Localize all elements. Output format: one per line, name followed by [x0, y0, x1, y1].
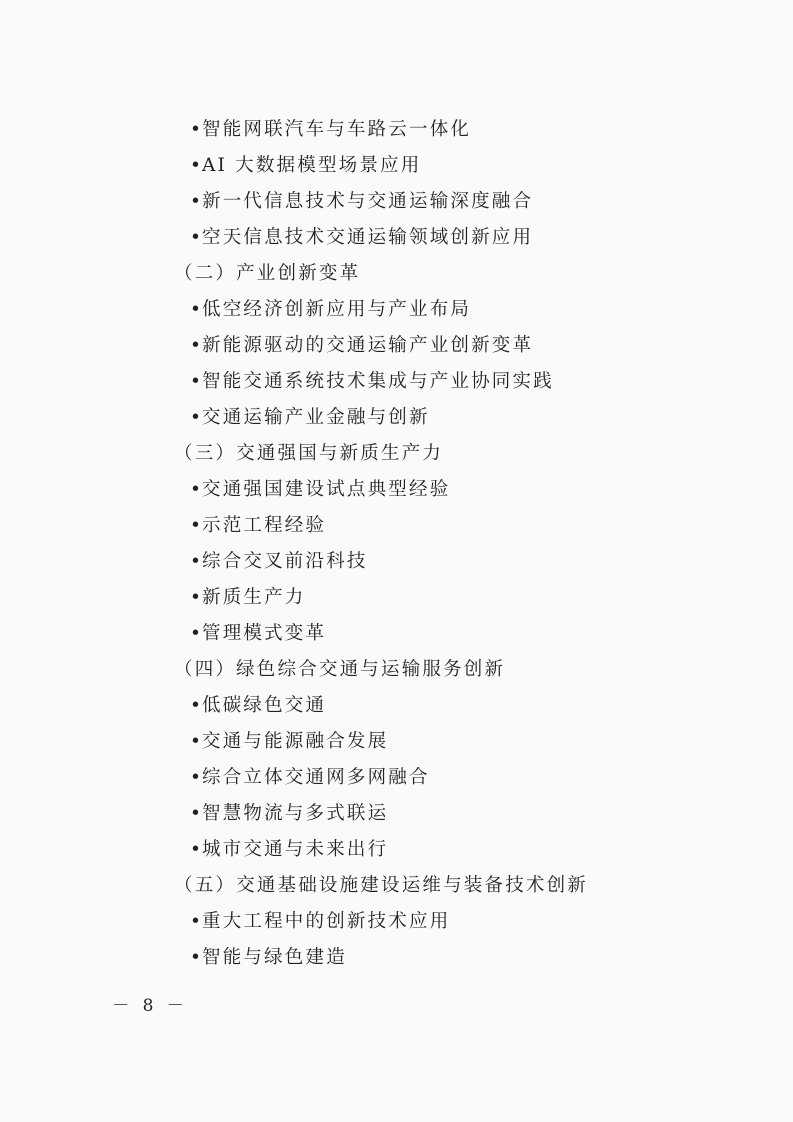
list-item [0, 904, 793, 940]
list-item [0, 580, 793, 616]
document-body [0, 112, 793, 976]
list-item [0, 832, 793, 868]
list-item-text: 新一代信息技术与交通运输深度融合 [202, 191, 534, 212]
bullet-icon: • [190, 371, 204, 392]
list-item-text: 管理模式变革 [202, 623, 327, 644]
list-item [0, 220, 793, 256]
bullet-icon: • [190, 731, 204, 752]
list-item [0, 616, 793, 652]
list-item [0, 508, 793, 544]
list-item-text: 新质生产力 [202, 587, 306, 608]
bullet-icon: • [190, 839, 204, 860]
bullet-icon: • [190, 335, 204, 356]
list-item-text: 重大工程中的创新技术应用 [202, 911, 451, 932]
list-item [0, 328, 793, 364]
bullet-icon: • [190, 479, 204, 500]
list-item [0, 796, 793, 832]
list-item [0, 400, 793, 436]
list-item-text: 智能交通系统技术集成与产业协同实践 [202, 371, 554, 392]
list-item-text: 交通强国建设试点典型经验 [202, 479, 451, 500]
list-item-text: 低碳绿色交通 [202, 695, 327, 716]
list-item [0, 184, 793, 220]
bullet-icon: • [190, 623, 204, 644]
bullet-icon: • [190, 587, 204, 608]
bullet-icon: • [190, 407, 204, 428]
list-item [0, 688, 793, 724]
list-item [0, 112, 793, 148]
bullet-icon: • [190, 551, 204, 572]
list-item-text: 新能源驱动的交通运输产业创新变革 [202, 335, 534, 356]
section-heading: （五）交通基础设施建设运维与装备技术创新 [174, 875, 589, 896]
list-item-text: 城市交通与未来出行 [202, 839, 389, 860]
bullet-icon: • [190, 803, 204, 824]
bullet-icon: • [190, 299, 204, 320]
list-item [0, 148, 793, 184]
list-item-text: 智慧物流与多式联运 [202, 803, 389, 824]
bullet-icon: • [190, 947, 204, 968]
bullet-icon: • [190, 227, 204, 248]
bullet-icon: • [190, 911, 204, 932]
list-item [0, 760, 793, 796]
list-item-text: 示范工程经验 [202, 515, 327, 536]
list-item-text: 低空经济创新应用与产业布局 [202, 299, 472, 320]
list-item [0, 472, 793, 508]
bullet-icon: • [190, 767, 204, 788]
list-item-text: 交通运输产业金融与创新 [202, 407, 430, 428]
list-item [0, 544, 793, 580]
section-heading: （四）绿色综合交通与运输服务创新 [174, 659, 506, 680]
list-item-text: 智能与绿色建造 [202, 947, 347, 968]
list-item-text: 综合交叉前沿科技 [202, 551, 368, 572]
bullet-icon: • [190, 515, 204, 536]
section-heading: （三）交通强国与新质生产力 [174, 443, 444, 464]
list-item-text: 空天信息技术交通运输领域创新应用 [202, 227, 534, 248]
list-item-text: 智能网联汽车与车路云一体化 [202, 119, 472, 140]
list-item-text: 综合立体交通网多网融合 [202, 767, 430, 788]
bullet-icon: • [190, 119, 204, 140]
list-item [0, 364, 793, 400]
bullet-icon: • [190, 695, 204, 716]
bullet-icon: • [190, 155, 204, 176]
section-heading: （二）产业创新变革 [174, 263, 361, 284]
list-item-text: AI 大数据模型场景应用 [202, 155, 422, 176]
list-item-text: 交通与能源融合发展 [202, 731, 389, 752]
list-item [0, 940, 793, 976]
list-item [0, 724, 793, 760]
page-number: － 8 － [112, 996, 188, 1016]
list-item [0, 292, 793, 328]
bullet-icon: • [190, 191, 204, 212]
